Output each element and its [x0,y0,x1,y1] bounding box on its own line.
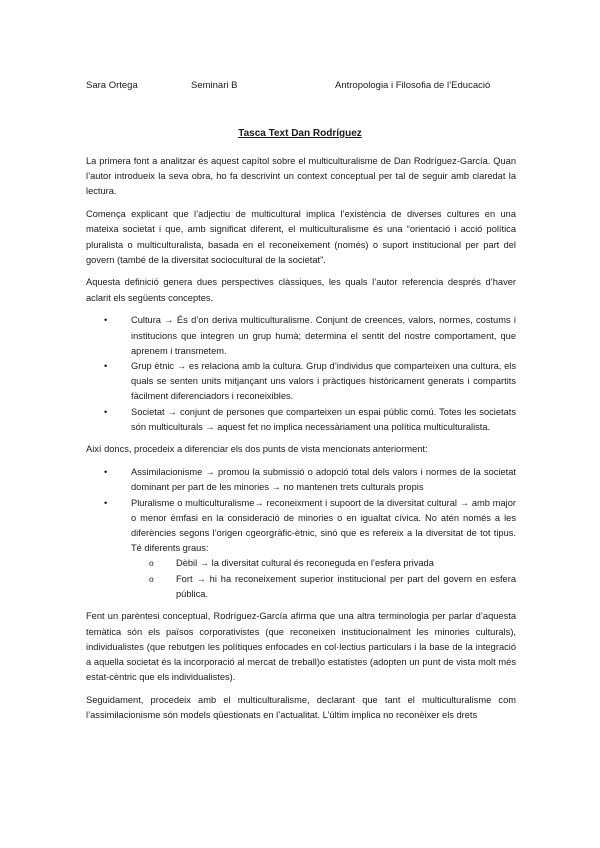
list-item [86,496,516,602]
list-item: • Grup ètnic → es relaciona amb la cultura. Grup d’individus que comparteixen una cultura, els quals se senten units mitjançant uns valors i pràctiques històricament generats i compartits fàcilment diferenciadors i reconeixibles. [86,359,516,405]
list-item: o Dèbil → la diversitat cultural és reconeguda en l’esfera privada [120,556,516,571]
list-item: o Fort → hi ha reconeixement superior institucional per part del govern en esfera pública. [120,572,516,602]
perspectives-list [86,465,516,602]
paragraph-intro: La primera font a analitzar és aquest capítol sobre el multiculturalisme de Dan Rodríguez-García. Quan l’autor introdueix la seva obra, ho fa descrivint un context conceptual per tal de seguir amb claredat la lectura. [86,156,516,197]
list-item: • Assimilacionisme → promou la submissió o adopció total dels valors i normes de la societat dominant per part de les minories → no mantenen trets culturals propis [86,465,516,495]
list-item: • Cultura → És d’on deriva multiculturalisme. Conjunt de creences, valors, normes, costums i institucions que integren un grup humà; determina el sentit del nostre comportament, que aprenem i transmetem. [86,313,516,359]
paragraph-definition: Comença explicant que l’adjectiu de multicultural implica l’existència de diverses cultures en una mateixa societat i que, amb significat diferent, el multiculturalisme és una “orientació i acció política pluralista o multiculturalista, basada en el reconeixement (només) o suport institucional per part del govern (també de la diversitat sociocultural de la societat”. [86,209,516,265]
paragraph-multiculturalism: Seguidament, procedeix amb el multiculturalisme, declarant que tant el multiculturalisme com l’assimilacionisme són models qüestionats en l’actualitat. L’últim implica no reconèixer els drets [86,695,516,721]
paragraph-perspectives: Aquesta definició genera dues perspectives clàssiques, les quals l’autor referencia després d’haver aclarit els següents conceptes. [86,277,516,303]
pluralism-text: Pluralisme o multiculturalisme→ reconeixment i supoort de la diversitat cultural → amb major o menor èmfasi en la consideració de minories o en igualtat cívica. No atén només a les diferències segons l’origen cgeorgràfic-ètnic, sinó que es refereix a la diversitat de tot tipus. Té diferents graus: [131,497,516,554]
concepts-list [86,313,516,435]
course-subject: Antropologia i Filosofia de l’Educació [335,80,491,91]
paragraph-terminology: Fent un parèntesi conceptual, Rodríguez-García afirma que una altra terminologia per parlar d’aquesta temàtica són els països corporativistes (que reconeixen institucionalment les minories culturals), individualistes (que rebutgen les polítiques enfocades en col·lectius particulars i la base de la integració a aquella societat és la incorporació al mercat de treball)o estatistes (adopten un punt de vista molt més estat-cèntric que els individualistes). [86,611,516,683]
author-name: Sara Ortega [86,80,138,91]
document-header [86,80,516,94]
seminar-group: Seminari B [191,80,238,91]
document-title: Tasca Text Dan Rodríguez [238,128,362,139]
paragraph-transition: Així doncs, procedeix a diferenciar els dos punts de vista mencionats anteriorment: [86,444,428,455]
grades-list [131,556,516,602]
document-body [86,154,516,731]
list-item: • Societat → conjunt de persones que comparteixen un espai públic comú. Totes les societats són multiculturals → aquest fet no implica necessàriament una política multiculturalista. [86,405,516,435]
